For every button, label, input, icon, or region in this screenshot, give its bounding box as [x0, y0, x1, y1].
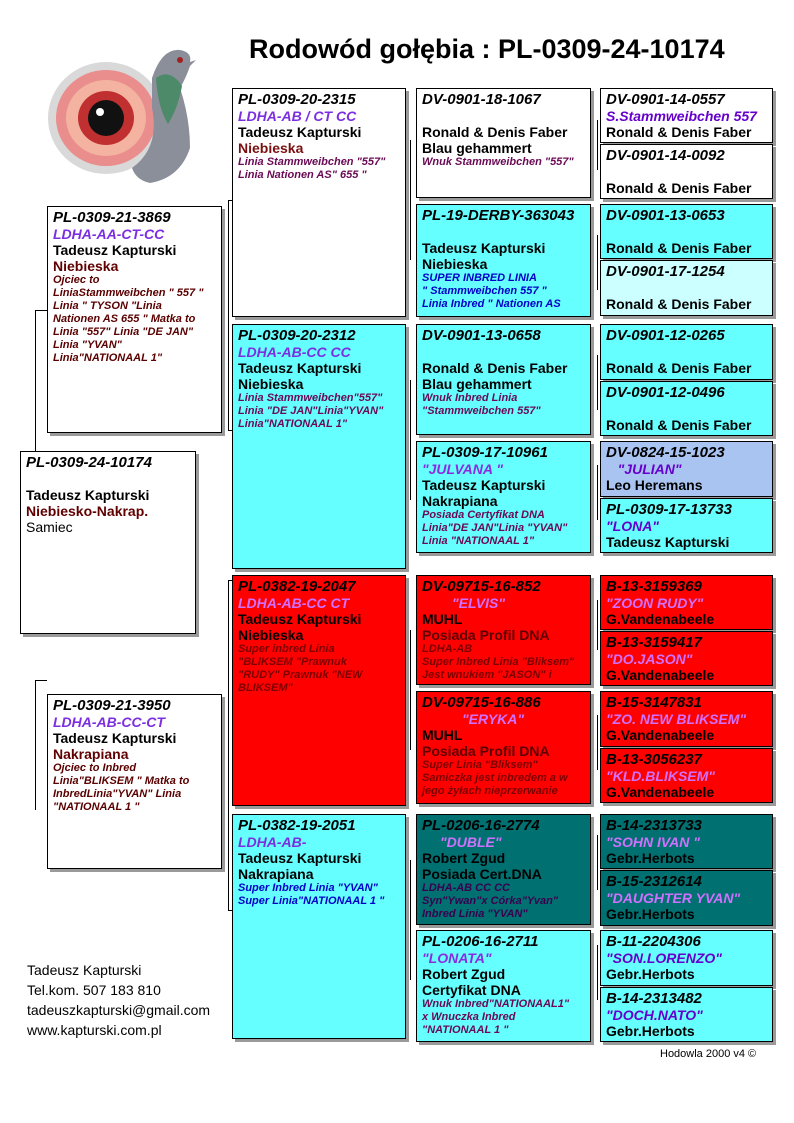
- ggp-color: Niebieska: [422, 256, 488, 272]
- gp-owner: Tadeusz Kapturski: [238, 360, 362, 376]
- ggp-ring: DV-09715-16-852: [422, 578, 541, 595]
- gggp-ring: B-15-2312614: [606, 873, 702, 890]
- gp-ring: PL-0309-20-2312: [238, 327, 356, 344]
- gggp-owner: Ronald & Denis Faber: [606, 180, 752, 196]
- gp-notes: Super inbred Linia "BLIKSEM "Prawnuk "RUDY" Prawnuk "NEW BLIKSEM": [238, 643, 363, 694]
- ggp-notes: LDHA-AB Super Inbred Linia "Bliksem" Jest wnukiem "JASON" i: [422, 643, 575, 681]
- gggp-ring: DV-0901-17-1254: [606, 263, 725, 280]
- gggp-owner: G.Vandenabeele: [606, 611, 715, 627]
- gggp-card[interactable]: [600, 441, 773, 497]
- ggp-color: Posiada Profil DNA: [422, 627, 550, 643]
- dam-card[interactable]: [47, 694, 222, 869]
- gp-card[interactable]: [232, 324, 406, 569]
- ggp-notes: Wnuk Inbred Linia "Stammweibchen 557": [422, 392, 541, 417]
- gp-name: LDHA-AB / CT CC: [238, 108, 357, 124]
- sire-owner: Tadeusz Kapturski: [53, 242, 177, 258]
- gggp-ring: B-14-2313733: [606, 817, 702, 834]
- gp-name: LDHA-AB-CC CT: [238, 595, 350, 611]
- gggp-owner: Gebr.Herbots: [606, 850, 695, 866]
- ggp-color: Blau gehammert: [422, 140, 532, 156]
- gggp-ring: DV-0901-12-0496: [606, 384, 725, 401]
- sire-name: LDHA-AA-CT-CC: [53, 226, 165, 242]
- dam-owner: Tadeusz Kapturski: [53, 730, 177, 746]
- gggp-owner: Tadeusz Kapturski: [606, 534, 730, 550]
- gggp-name: "SOHN IVAN ": [606, 834, 700, 850]
- gp-ring: PL-0382-19-2051: [238, 817, 356, 834]
- gggp-owner: Ronald & Denis Faber: [606, 240, 752, 256]
- ggp-name: "JULVANA ": [422, 461, 503, 477]
- subject-owner: Tadeusz Kapturski: [26, 487, 150, 503]
- ggp-name: "ERYKA": [462, 711, 525, 727]
- footer-credit: Hodowla 2000 v4 ©: [660, 1048, 757, 1060]
- gggp-ring: B-14-2313482: [606, 990, 702, 1007]
- ggp-ring: PL-0309-17-10961: [422, 444, 548, 461]
- gggp-card[interactable]: [600, 987, 773, 1042]
- ggp-owner: MUHL: [422, 727, 463, 743]
- contact-email[interactable]: tadeuszkapturski@gmail.com: [27, 1002, 211, 1018]
- ggp-owner: Tadeusz Kapturski: [422, 477, 546, 493]
- gggp-card[interactable]: [600, 381, 773, 436]
- ggp-notes: Wnuk Inbred"NATIONAAL1" x Wnuczka Inbred "NATIONAAL 1 ": [422, 998, 570, 1036]
- gggp-owner: G.Vandenabeele: [606, 784, 715, 800]
- gp-owner: Tadeusz Kapturski: [238, 124, 362, 140]
- gggp-ring: B-13-3159417: [606, 634, 702, 651]
- gggp-ring: DV-0901-14-0092: [606, 147, 725, 164]
- ggp-color: Blau gehammert: [422, 376, 532, 392]
- gggp-name: S.Stammweibchen 557: [606, 108, 757, 124]
- gggp-owner: Gebr.Herbots: [606, 906, 695, 922]
- gggp-name: "SON.LORENZO": [606, 950, 722, 966]
- gggp-owner: Gebr.Herbots: [606, 1023, 695, 1039]
- gp-card[interactable]: [232, 88, 406, 317]
- dam-color: Nakrapiana: [53, 746, 129, 762]
- pigeon-eye-logo: [40, 38, 200, 188]
- gggp-ring: PL-0309-17-13733: [606, 501, 732, 518]
- ggp-card[interactable]: [416, 88, 591, 198]
- gp-color: Niebieska: [238, 627, 304, 643]
- gp-card[interactable]: [232, 575, 406, 806]
- ggp-ring: PL-19-DERBY-363043: [422, 207, 575, 224]
- gggp-card[interactable]: [600, 691, 773, 747]
- ggp-notes: SUPER INBRED LINIA " Stammweibchen 557 " Linia Inbred " Nationen AS: [422, 272, 561, 310]
- dam-notes: Ojciec to Inbred Linia"BLIKSEM " Matka to InbredLinia"YVAN" Linia "NATIONAAL 1 ": [53, 762, 190, 813]
- ggp-color: Certyfikat DNA: [422, 982, 521, 998]
- gggp-name: "DOCH.NATO": [606, 1007, 703, 1023]
- ggp-name: "DUBLE": [440, 834, 502, 850]
- page-title: Rodowód gołębia : PL-0309-24-10174: [249, 34, 725, 64]
- gp-notes: Linia Stammweibchen "557" Linia Nationen AS" 655 ": [238, 156, 386, 181]
- gggp-ring: B-13-3159369: [606, 578, 702, 595]
- subject-card[interactable]: [20, 451, 196, 634]
- ggp-ring: DV-09715-16-886: [422, 694, 541, 711]
- dam-name: LDHA-AB-CC-CT: [53, 714, 165, 730]
- gggp-name: "LONA": [606, 518, 659, 534]
- ggp-color: Posiada Profil DNA: [422, 743, 550, 759]
- gp-color: Nakrapiana: [238, 866, 314, 882]
- gggp-owner: Leo Heremans: [606, 477, 703, 493]
- ggp-card[interactable]: [416, 814, 591, 925]
- gp-ring: PL-0382-19-2047: [238, 578, 356, 595]
- contact-phone: Tel.kom. 507 183 810: [27, 982, 161, 998]
- gggp-name: "ZO. NEW BLIKSEM": [606, 711, 747, 727]
- dam-ring: PL-0309-21-3950: [53, 697, 171, 714]
- gggp-card[interactable]: [600, 260, 773, 316]
- gggp-ring: B-11-2204306: [606, 933, 701, 950]
- gggp-owner: Gebr.Herbots: [606, 966, 695, 982]
- gp-ring: PL-0309-20-2315: [238, 91, 356, 108]
- ggp-ring: PL-0206-16-2711: [422, 933, 539, 950]
- gggp-owner: G.Vandenabeele: [606, 727, 715, 743]
- ggp-name: "LONATA": [422, 950, 492, 966]
- gp-owner: Tadeusz Kapturski: [238, 611, 362, 627]
- sire-color: Niebieska: [53, 258, 119, 274]
- ggp-owner: Ronald & Denis Faber: [422, 360, 568, 376]
- ggp-ring: DV-0901-18-1067: [422, 91, 541, 108]
- ggp-color: Posiada Cert.DNA: [422, 866, 542, 882]
- gp-name: LDHA-AB-CC CC: [238, 344, 351, 360]
- gggp-name: "ZOON RUDY": [606, 595, 704, 611]
- gggp-owner: Ronald & Denis Faber: [606, 360, 752, 376]
- ggp-card[interactable]: [416, 324, 591, 435]
- gggp-card[interactable]: [600, 930, 773, 986]
- gggp-owner: Ronald & Denis Faber: [606, 417, 752, 433]
- gggp-card[interactable]: [600, 575, 773, 630]
- gggp-card[interactable]: [600, 870, 773, 926]
- gp-color: Niebieska: [238, 140, 304, 156]
- ggp-ring: PL-0206-16-2774: [422, 817, 540, 834]
- gggp-ring: DV-0824-15-1023: [606, 444, 725, 461]
- gggp-card[interactable]: [600, 498, 773, 553]
- gp-card[interactable]: [232, 814, 406, 1039]
- contact-website[interactable]: www.kapturski.com.pl: [27, 1022, 162, 1038]
- gggp-card[interactable]: [600, 144, 773, 199]
- ggp-card[interactable]: [416, 204, 591, 317]
- ggp-notes: Wnuk Stammweibchen "557": [422, 156, 574, 168]
- gggp-ring: B-13-3056237: [606, 751, 702, 768]
- ggp-name: "ELVIS": [452, 595, 505, 611]
- ggp-notes: LDHA-AB CC CC Syn"Ywan"x Córka"Yvan" Inbred Linia "YVAN": [422, 882, 559, 920]
- gggp-ring: DV-0901-12-0265: [606, 327, 725, 344]
- ggp-card[interactable]: [416, 441, 591, 553]
- sire-ring: PL-0309-21-3869: [53, 209, 171, 226]
- gggp-card[interactable]: [600, 814, 773, 869]
- gggp-card[interactable]: [600, 631, 773, 686]
- subject-ring: PL-0309-24-10174: [26, 454, 152, 471]
- gggp-name: "DO.JASON": [606, 651, 693, 667]
- gggp-name: "DAUGHTER YVAN": [606, 890, 741, 906]
- gggp-ring: DV-0901-13-0653: [606, 207, 725, 224]
- ggp-notes: Super Linia "Bliksem" Samiczka jest inbredem a w jego żyłach nieprzerwanie: [422, 759, 568, 797]
- gggp-owner: Ronald & Denis Faber: [606, 296, 752, 312]
- ggp-notes: Posiada Certyfikat DNA Linia"DE JAN"Linia "YVAN" Linia "NATIONAAL 1": [422, 509, 568, 547]
- gggp-owner: Ronald & Denis Faber: [606, 124, 752, 140]
- ggp-owner: Robert Zgud: [422, 966, 506, 982]
- gp-owner: Tadeusz Kapturski: [238, 850, 362, 866]
- gp-notes: Super Inbred Linia "YVAN" Super Linia"NATIONAAL 1 ": [238, 882, 385, 907]
- ggp-owner: Robert Zgud: [422, 850, 506, 866]
- ggp-owner: Ronald & Denis Faber: [422, 124, 568, 140]
- sire-card[interactable]: [47, 206, 222, 433]
- gggp-ring: DV-0901-14-0557: [606, 91, 725, 108]
- gggp-ring: B-15-3147831: [606, 694, 702, 711]
- sire-notes: Ojciec to LiniaStammweibchen " 557 " Linia " TYSON "Linia Nationen AS 655 " Matka to Linia "557" Linia "DE JAN" Linia "YVAN" Linia"NATIONAAL 1": [53, 274, 204, 364]
- gggp-card[interactable]: [600, 324, 773, 380]
- gp-color: Niebieska: [238, 376, 304, 392]
- ggp-ring: DV-0901-13-0658: [422, 327, 541, 344]
- gggp-owner: G.Vandenabeele: [606, 667, 715, 683]
- ggp-card[interactable]: [416, 575, 591, 685]
- gggp-card[interactable]: [600, 748, 773, 803]
- ggp-owner: Tadeusz Kapturski: [422, 240, 546, 256]
- gp-name: LDHA-AB-: [238, 834, 307, 850]
- contact-name: Tadeusz Kapturski: [27, 962, 142, 978]
- gggp-name: "KLD.BLIKSEM": [606, 768, 715, 784]
- ggp-card[interactable]: [416, 691, 591, 804]
- ggp-card[interactable]: [416, 930, 591, 1042]
- gggp-name: "JULIAN": [606, 461, 682, 477]
- subject-color: Niebiesko-Nakrap.: [26, 503, 149, 519]
- subject-sex: Samiec: [26, 519, 73, 535]
- gggp-card[interactable]: [600, 88, 773, 143]
- gp-notes: Linia Stammweibchen"557" Linia "DE JAN"Linia"YVAN" Linia"NATIONAAL 1": [238, 392, 384, 430]
- gggp-card[interactable]: [600, 204, 773, 259]
- ggp-owner: MUHL: [422, 611, 463, 627]
- ggp-color: Nakrapiana: [422, 493, 498, 509]
